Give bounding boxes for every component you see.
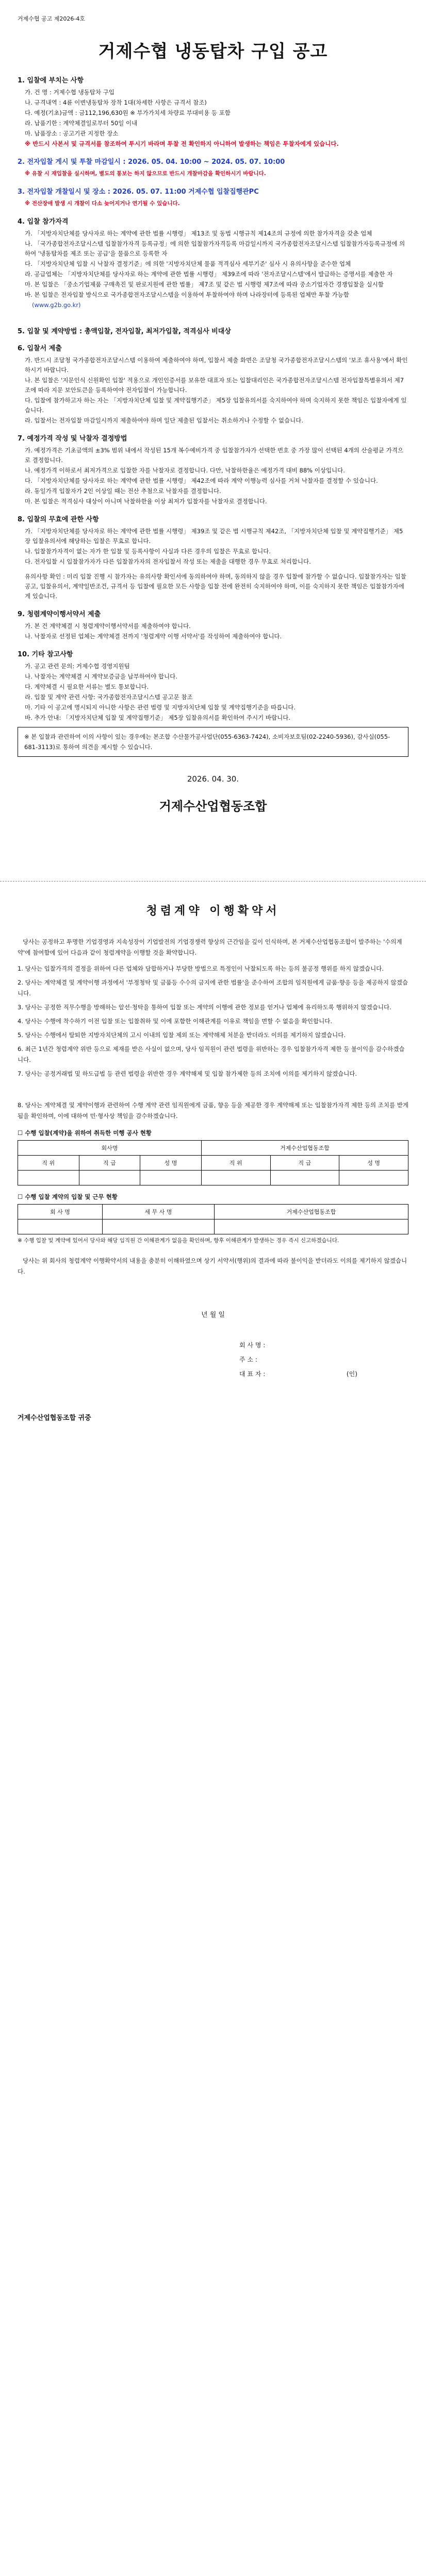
section-7 [0, 433, 426, 506]
sign-company: 회 사 명 : [239, 1342, 266, 1349]
relation-table [18, 1140, 408, 1185]
section-7-title: 7. 예정가격 작성 및 낙찰자 결정방법 [18, 435, 127, 443]
section-8-title: 8. 입찰의 무효에 관한 사항 [18, 516, 99, 523]
pledge-items [0, 963, 426, 1122]
table2-cell[interactable] [103, 1219, 215, 1234]
section-10-title: 10. 기타 참고사항 [18, 651, 73, 658]
table1-sub: 직 급 [79, 1156, 140, 1171]
section-7-line: 다. 「지방자치단체를 당사자로 하는 계약에 관한 법률 시행령」 제42조에 따라 계약 이행능력 심사를 거쳐 낙찰자를 결정할 수 있습니다. [25, 477, 378, 484]
section-10 [0, 649, 426, 723]
section-1 [0, 75, 426, 149]
section-7-line: 나. 예정가격 이하로서 최저가격으로 입찰한 자를 낙찰자로 결정합니다. 다만, 낙찰하한율은 예정가격 대비 88% 이상입니다. [25, 467, 345, 474]
section-10-line: 나. 낙찰자는 계약체결 시 계약보증금을 납부하여야 합니다. [25, 673, 177, 680]
pledge-item: 2. 당사는 계약체결 및 계약이행 과정에서 '부정청탁 및 금품등 수수의 금지에 관한 법률'을 준수하여 조합의 임직원에게 금품·향응 등을 제공하지 않겠습니다. [18, 979, 408, 997]
section-1-line: 나. 규격내역 : 4륜 이변냉동탑차 장착 1대(차세한 사항은 규격서 참조) [25, 99, 207, 106]
sign-ceo-label: 대 표 자 : [239, 1370, 266, 1378]
section-2-note: ※ 유찰 시 재입찰을 실시하며, 별도의 통보는 하지 않으므로 반드시 개찰마감을 확인하시기 바랍니다. [25, 171, 266, 177]
section-4-line: 바. 본 입찰은 전자입찰 방식으로 국가종합전자조달시스템을 이용하여 투찰하여야 하며 나라장터에 등록된 업체만 투찰 가능함 [25, 291, 349, 298]
table1-sub: 직 급 [270, 1156, 339, 1171]
section-6-line: 다. 입찰에 참가하고자 하는 자는 「지방자치단체 입찰 및 계약집행기준」 제5장 입찰유의서를 숙지하여야 하며 숙지하지 못한 책임은 입찰자에게 있습니다. [25, 397, 407, 414]
pledge-item: 5. 당사는 수행에서 탈퇴한 지방자치단체의 고시 이내의 입찰 제외 또는 계약해제 처분을 받더라도 이의를 제기하지 않겠습니다. [18, 1031, 346, 1039]
table1-cell[interactable] [79, 1171, 140, 1185]
notice-id: 거제수협 공고 제2026-4호 [18, 15, 85, 22]
section-2 [0, 156, 426, 179]
section-8-paragraph: 유의사항 확인 : 미리 입찰 진행 시 참가자는 유의사항 확인서에 동의하여야 하며, 동의하지 않을 경우 입찰에 참가할 수 없습니다. 입찰참가자는 입찰공고, 입찰유의서, 계약일반조건, 규격서 등 입찰에 필요한 모든 사항을 입찰 전에 완전히 숙지하여야 하며, 이를 숙지하지 못한 책임은 입찰참가자에게 있습니다. [25, 573, 406, 600]
section-10-line: 마. 기타 이 공고에 명시되지 아니한 사항은 관련 법령 및 지방자치단체 입찰 및 계약집행기준을 따릅니다. [25, 704, 296, 711]
section-3-title: 3. 전자입찰 개찰일시 및 장소 : 2026. 05. 07. 11:00 거제수협 입찰집행관PC [18, 188, 259, 196]
page-divider [0, 881, 426, 882]
sign-block [0, 1308, 426, 1381]
section-1-title: 1. 입찰에 부치는 사항 [18, 77, 84, 84]
pledge-item: 7. 당사는 공정거래법 및 하도급법 등 관련 법령을 위반한 경우 계약해제 및 입찰 참가제한 등의 조치에 이의를 제기하지 않겠습니다. [18, 1070, 357, 1077]
work-table [18, 1204, 408, 1234]
table1-cell[interactable] [140, 1171, 202, 1185]
table2-head: 거제수산업협동조합 [214, 1205, 408, 1219]
section-6-title: 6. 입찰서 제출 [18, 345, 62, 352]
section-3 [0, 186, 426, 209]
section-2-title: 2. 전자입찰 게시 및 투찰 마감일시 : 2026. 05. 04. 10:00 ~ 2024. 05. 07. 10:00 [18, 158, 285, 166]
section-9-line: 가. 본 건 계약체결 시 청렴계약이행서약서를 제출하여야 합니다. [25, 622, 191, 630]
table1-head-company: 회사명 [18, 1141, 202, 1156]
section-4-title: 4. 입찰 참가자격 [18, 218, 69, 226]
pledge-item: 4. 당사는 수행에 착수하기 이전 입찰 또는 입찰취하 및 이에 포함한 이해관계를 이유로 책임을 면할 수 없음을 확인합니다. [18, 1018, 332, 1025]
table1-sub: 직 위 [18, 1156, 79, 1171]
section-4 [0, 216, 426, 310]
section-7-line: 라. 동일가격 입찰자가 2인 이상일 때는 전산 추첨으로 낙찰자를 결정합니다. [25, 487, 221, 495]
table2-caption: ☐ 수행 입찰 계약의 입찰 및 근무 현황 [18, 1193, 118, 1200]
contact-box: ※ 본 입찰과 관련하여 이의 사항이 있는 경우에는 본조합 수산물가공사업단(055-6363-7424), 소비자보호팀(02-2240-5936), 감사실(055-681-3113)로 통하여 의견을 제시할 수 있습니다. [18, 727, 408, 757]
section-8-line: 나. 입찰참가자격이 없는 자가 한 입찰 및 등록사항이 사실과 다른 경우의 입찰은 무효로 합니다. [25, 548, 271, 555]
section-4-line: 나. 「국가종합전자조달시스템 입찰참가자격 등록규정」에 의한 입찰참가자격등록 마감일시까지 국가종합전자조달시스템 입찰참가자등록규정에 의하여 '냉동탑차를 제조 또는 공급'을 물품으로 등록한 자 [25, 240, 405, 257]
table-note: ※ 수행 입찰 및 계약에 있어서 당사와 해당 임직원 간 이해관계가 없음을 확인하며, 향후 이해관계가 발생하는 경우 즉시 신고하겠습니다. [18, 1238, 339, 1244]
table2-cell[interactable] [214, 1219, 408, 1234]
table1-sub: 직 위 [201, 1156, 270, 1171]
table2-cell[interactable] [18, 1219, 103, 1234]
section-10-line: 가. 공고 관련 문의: 거제수협 경영지원팀 [25, 663, 130, 670]
section-1-line: 다. 예정(기초)금액 : 금112,196,630원 ※ 부가가치세 차량료 부대비용 등 포함 [25, 109, 231, 116]
section-10-line: 바. 추가 안내: 「지방자치단체 입찰 및 계약집행기준」 제5장 입찰유의서를 확인하여 주시기 바랍니다. [25, 714, 290, 721]
sign-address: 주 소 : [239, 1356, 257, 1363]
section-5-title: 5. 입찰 및 계약방법 : 총액입찰, 전자입찰, 최저가입찰, 적격심사 비대상 [18, 328, 231, 335]
section-9-title: 9. 청렴계약이행서약서 제출 [18, 611, 101, 618]
table1-cell[interactable] [339, 1171, 408, 1185]
pledge-item: 6. 최근 1년간 청렴계약 위반 등으로 제재를 받은 사실이 없으며, 당사 임직원이 관련 법령을 위반하는 경우 입찰참가자격 제한 등 불이익을 감수하겠습니다. [18, 1045, 405, 1063]
table1-sub: 성 명 [339, 1156, 408, 1171]
section-10-line: 다. 계약체결 시 필요한 서류는 별도 통보합니다. [25, 683, 149, 690]
section-5 [0, 326, 426, 335]
table1-cell[interactable] [201, 1171, 270, 1185]
section-4-line: 가. 「지방자치단체를 당사자로 하는 계약에 관한 법률 시행령」 제13조 및 동법 시행규칙 제14조의 규정에 의한 참가자격을 갖춘 업체 [25, 230, 372, 237]
seal-mark: (인) [346, 1370, 357, 1378]
table1-cell[interactable] [270, 1171, 339, 1185]
section-1-line: 라. 납품기한 : 계약체결일로부터 50일 이내 [25, 120, 138, 127]
pledge-item: 3. 당사는 공정한 직무수행을 방해하는 알선·청탁을 통하여 입찰 또는 계약의 이행에 관한 정보를 얻거나 업체에 유리하도록 행위하지 않겠습니다. [18, 1004, 391, 1011]
table1-head-org: 거제수산업협동조합 [201, 1141, 408, 1156]
section-3-note: ※ 전산장애 발생 시 개찰이 다소 늦어지거나 연기될 수 있습니다. [25, 200, 180, 207]
pledge-item-8: 8. 당사는 계약체결 및 계약이행과 관련하여 수행 계약 관련 임직원에게 금품, 향응 등을 제공한 경우 계약해제 또는 입찰참가자격 제한 등의 조치를 받게 됨을 확인하며, 이에 대하여 민·형사상 책임을 감수하겠습니다. [18, 1101, 408, 1120]
section-6-line: 라. 입찰서는 전자입찰 마감일시까지 제출하여야 하며 일단 제출된 입찰서는 취소하거나 수정할 수 없습니다. [25, 417, 303, 424]
section-6-line: 나. 본 입찰은 '지문인식 신원확인 입찰' 적용으로 개인인증서를 보유한 대표자 또는 입찰대리인은 국가종합전자조달시스템 전자입찰특별유의서 제7조에 따라 지문 보안토큰을 등록하여야 전자입찰이 가능합니다. [25, 377, 404, 394]
section-7-line: 가. 예정가격은 기초금액의 ±3% 범위 내에서 작성된 15개 복수예비가격 중 입찰참가자가 선택한 번호 중 가장 많이 선택된 4개의 산술평균 가격으로 결정합니다. [25, 447, 403, 464]
section-1-line: 마. 납품장소 : 공고기관 지정한 장소 [25, 130, 119, 137]
section-7-line: 마. 본 입찰은 적격심사 대상이 아니며 낙찰하한율 이상 최저가 입찰자를 낙찰자로 결정합니다. [25, 498, 267, 505]
table2-head: 회 사 명 [18, 1205, 103, 1219]
pledge-intro: 당사는 공정하고 투명한 기업경영과 지속성장이 기업발전의 기업경쟁력 향상의 근간임을 깊이 인식하며, 본 거제수산업협동조합이 발주하는 '수의계약'에 참여함에 있어 다음과 같이 청렴계약을 이행할 것을 확약합니다. [18, 938, 402, 956]
table2-head: 세 무 사 명 [103, 1205, 215, 1219]
table1-caption: ☐ 수행 입찰(계약)을 위하여 취득한 미행 공사 현황 [18, 1129, 152, 1137]
page-title: 거제수협 냉동탑차 구입 공고 [98, 41, 328, 62]
sign-date: 년 월 일 [201, 1311, 225, 1319]
table1-cell[interactable] [18, 1171, 79, 1185]
section-9 [0, 608, 426, 641]
pledge-title: 청렴계약 이행확약서 [146, 905, 280, 918]
section-8-line: 가. 「지방자치단체를 당사자로 하는 계약에 관한 법률 시행령」 제39조 및 같은 법 시행규칙 제42조, 「지방자치단체 입찰 및 계약집행기준」 제5장 입찰유의서에 해당하는 입찰은 무효로 합니다. [25, 528, 403, 545]
notice-date: 2026. 04. 30. [187, 774, 239, 784]
section-1-line: 가. 건 명 : 거제수협 냉동탑차 구입 [25, 89, 114, 96]
section-10-line: 라. 입찰 및 계약 관련 사항: 국가종합전자조달시스템 공고문 참조 [25, 693, 193, 701]
section-4-line: 다. 「지방자치단체 입찰 시 낙찰자 결정기준」에 의한 '지방자치단체 물품 적격심사 세부기준' 심사 시 유의사항을 준수한 업체 [25, 260, 351, 267]
section-4-line: 라. 공급업체는 「지방자치단체를 당사자로 하는 계약에 관한 법률 시행령」 제39조에 따라 '전자조달시스템'에서 발급하는 증명서를 제출한 자 [25, 270, 393, 278]
sign-ceo [18, 1367, 408, 1381]
section-8 [0, 514, 426, 601]
g2b-link[interactable]: (www.g2b.go.kr) [32, 301, 81, 309]
section-1-warning: ※ 반드시 사본서 및 규격서를 참조하여 투시기 바라며 투찰 전 확인하지 아니하여 발생하는 책임은 투찰자에게 있습니다. [25, 140, 339, 147]
section-8-line: 다. 전자입찰 시 입찰참가자가 다른 입찰참가자의 전자입찰서 작성 또는 제출을 대행한 경우 무효로 처리합니다. [25, 558, 311, 565]
pledge-footer: 거제수산업협동조합 귀중 [18, 1414, 91, 1422]
section-6 [0, 343, 426, 426]
issuing-organization: 거제수산업협동조합 [159, 799, 267, 814]
pledge-closing: 당사는 위 회사의 청렴계약 이행확약서의 내용을 충분히 이해하였으며 상기 서약서(행위)의 결과에 따라 불이익을 받더라도 이의를 제기하지 않겠습니다. [18, 1257, 407, 1275]
section-6-line: 가. 반드시 조달청 국가종합전자조달시스템 이용하여 제출하여야 하며, 입찰서 제출 화면은 조달청 국가종합전자조달시스템의 '보조 휴사용'에서 확인하시기 바랍니다. [25, 357, 408, 374]
section-4-line: 마. 본 입찰은 「중소기업제품 구매촉진 및 판로지원에 관한 법률」 제7조 및 같은 법 시행령 제7조에 따라 중소기업자간 경쟁입찰을 실시함 [25, 281, 384, 288]
pledge-item: 1. 당사는 입찰가격의 결정을 위하여 다른 업체와 담합하거나 부당한 방법으로 특정인이 낙찰되도록 하는 등의 불공정 행위를 하지 않겠습니다. [18, 965, 384, 972]
table1-sub: 성 명 [140, 1156, 202, 1171]
section-9-line: 나. 낙찰자로 선정된 업체는 계약체결 전까지 '청렴계약 이행 서약서'를 작성하여 제출하여야 합니다. [25, 633, 282, 640]
